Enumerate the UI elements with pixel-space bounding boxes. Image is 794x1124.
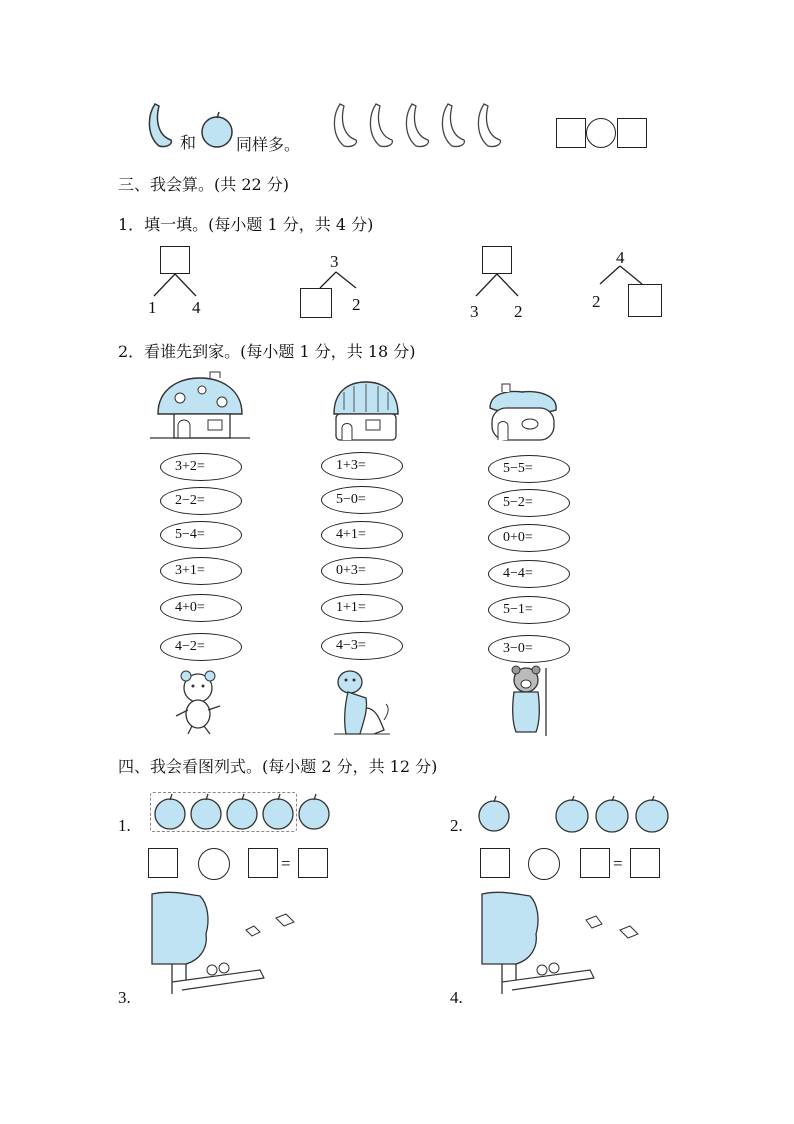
item-number: 4.: [450, 988, 463, 1007]
eq2-box-result[interactable]: [630, 848, 660, 878]
bond-lines: [150, 274, 200, 300]
banana-outline-icon: [330, 102, 362, 148]
bond-top-number: 4: [616, 248, 625, 267]
eq1-box-result[interactable]: [298, 848, 328, 878]
expression-oval[interactable]: 0+0=: [488, 524, 570, 552]
item-number: 3.: [118, 988, 131, 1007]
expression-oval[interactable]: 4−3=: [321, 632, 403, 660]
item-number: 2.: [450, 816, 463, 835]
bond-top-box[interactable]: [160, 246, 190, 274]
bond-right-box[interactable]: [628, 284, 662, 317]
banana-outline-icon: [402, 102, 434, 148]
banana-outline-icon: [474, 102, 506, 148]
answer-box-left[interactable]: [556, 118, 586, 148]
expression-oval[interactable]: 3−0=: [488, 635, 570, 663]
expression-oval[interactable]: 3+1=: [160, 557, 242, 585]
banana-outline-icon: [366, 102, 398, 148]
compare-circle[interactable]: [586, 118, 616, 148]
banana-icon: [145, 102, 177, 148]
answer-box-right[interactable]: [617, 118, 647, 148]
expression-oval[interactable]: 5−1=: [488, 596, 570, 624]
bond-lines: [472, 274, 522, 300]
q1-title: 1．填一填。(每小题 1 分，共 4 分): [118, 215, 374, 234]
expression-oval[interactable]: 5−2=: [488, 489, 570, 517]
bear-icon: [506, 666, 552, 738]
expression-oval[interactable]: 0+3=: [321, 557, 403, 585]
tree-birds-scene: [152, 890, 304, 1000]
section3-title: 三、我会算。(共 22 分): [118, 175, 290, 194]
expression-oval[interactable]: 4−2=: [160, 633, 242, 661]
expression-oval[interactable]: 5−4=: [160, 521, 242, 549]
apple-row-1: [152, 794, 334, 830]
bond-right-number: 2: [514, 302, 523, 321]
bond-top-number: 3: [330, 252, 339, 271]
expression-oval[interactable]: 1+3=: [321, 452, 403, 480]
eq2-operator-circle[interactable]: [528, 848, 560, 880]
section4-title: 四、我会看图列式。(每小题 2 分，共 12 分): [118, 757, 438, 776]
bond-left-number: 2: [592, 292, 601, 311]
expression-oval[interactable]: 5−5=: [488, 455, 570, 483]
apple-icon: [200, 110, 234, 148]
mushroom-house-icon: [150, 372, 250, 442]
hut-house-icon: [330, 380, 402, 444]
eq2-box-b[interactable]: [580, 848, 610, 878]
bond-left-number: 1: [148, 298, 157, 317]
q2-title: 2．看谁先到家。(每小题 1 分，共 18 分): [118, 342, 416, 361]
bond-right-number: 2: [352, 295, 361, 314]
bear-cub-icon: [170, 670, 226, 736]
eq1-box-b[interactable]: [248, 848, 278, 878]
eq2-box-a[interactable]: [480, 848, 510, 878]
eq1-box-a[interactable]: [148, 848, 178, 878]
eq1-equals: =: [281, 854, 291, 873]
bond-left-number: 3: [470, 302, 479, 321]
expression-oval[interactable]: 5−0=: [321, 486, 403, 514]
expression-oval[interactable]: 3+2=: [160, 453, 242, 481]
item-number: 1.: [118, 816, 131, 835]
tree-birds-scene: [482, 890, 642, 1000]
expression-oval[interactable]: 2−2=: [160, 487, 242, 515]
expression-oval[interactable]: 4+0=: [160, 594, 242, 622]
eq2-equals: =: [613, 854, 623, 873]
expression-oval[interactable]: 4−4=: [488, 560, 570, 588]
expression-oval[interactable]: 1+1=: [321, 594, 403, 622]
puppy-icon: [330, 668, 392, 738]
banana-outline-icon: [438, 102, 470, 148]
and-text: 和: [180, 133, 197, 152]
expression-oval[interactable]: 4+1=: [321, 521, 403, 549]
bond-left-box[interactable]: [300, 288, 332, 318]
eq1-operator-circle[interactable]: [198, 848, 230, 880]
apple-row-2: [476, 796, 672, 832]
bond-top-box[interactable]: [482, 246, 512, 274]
bond-right-number: 4: [192, 298, 201, 317]
same-amount-text: 同样多。: [236, 135, 301, 154]
cottage-house-icon: [486, 378, 560, 444]
